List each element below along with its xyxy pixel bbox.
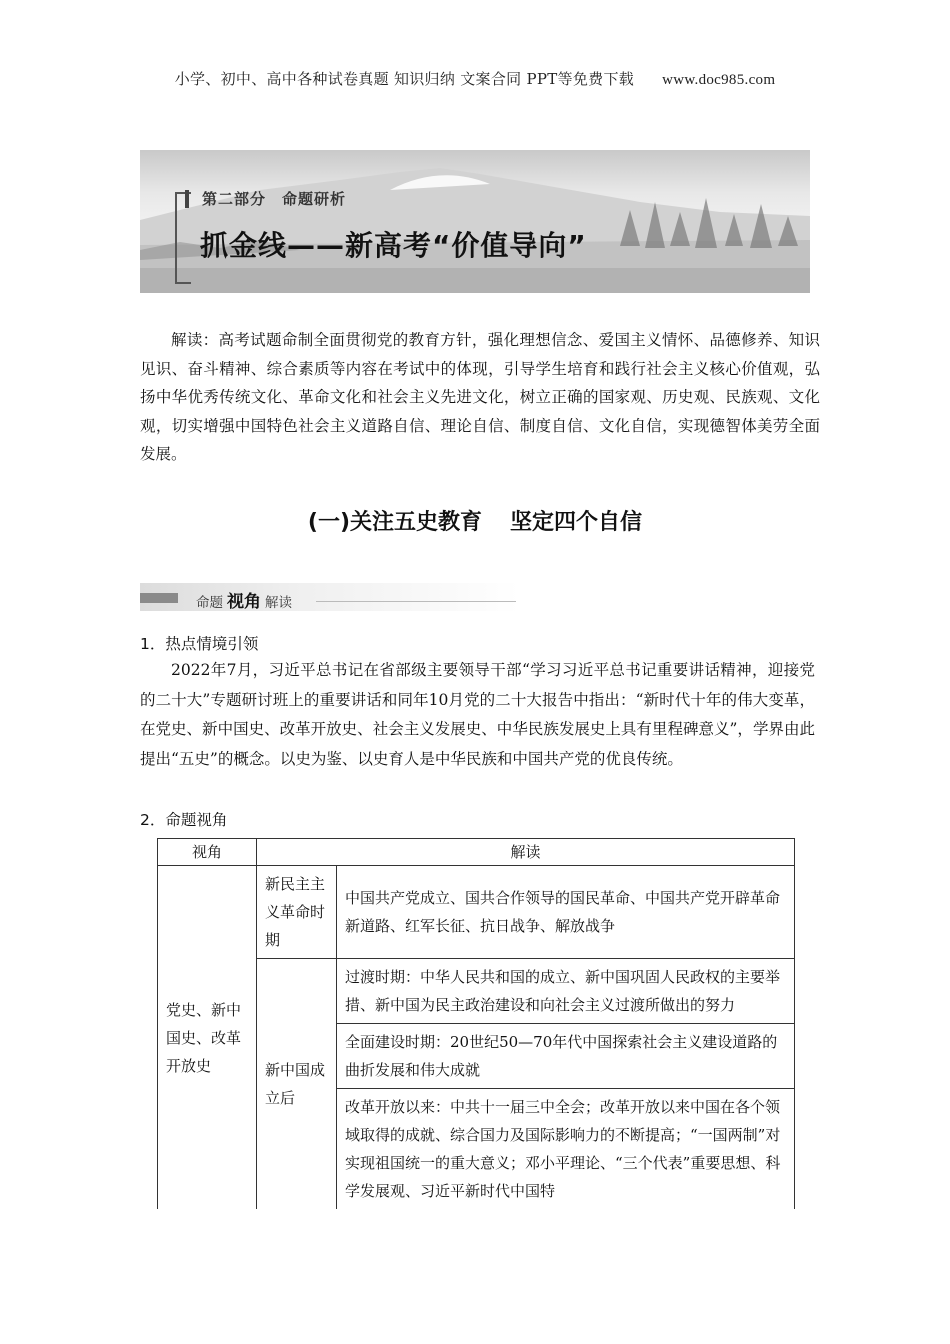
page-header [0, 68, 950, 89]
period2-row2-cell: 全面建设时期：20世纪50—70年代中国探索社会主义建设道路的曲折发展和伟大成就 [337, 1024, 795, 1089]
period2-cell: 新中国成立后 [257, 959, 337, 1210]
header-site-link[interactable]: www.doc985.com [662, 72, 776, 88]
banner-part: 第二部分 [202, 190, 267, 208]
subhead-banner [140, 583, 520, 611]
banner-part-label [202, 188, 346, 209]
subhead-pre: 命题 [196, 595, 223, 611]
subhead-bold: 视角 [227, 592, 261, 612]
subhead-label [196, 587, 292, 612]
intro-paragraph: 解读：高考试题命制全面贯彻党的教育方针，强化理想信念、爱国主义情怀、品德修养、知识见识、奋斗精神、综合素质等内容在考试中的体现，引导学生培育和践行社会主义核心价值观，弘扬中华优秀传统文化、革命文化和社会主义先进文化，树立正确的国家观、历史观、民族观、文化观，切实增强中国特色社会主义道路自信、理论自信、制度自信、文化自信，实现德智体美劳全面发展。 [140, 331, 820, 463]
header-view: 视角 [158, 839, 257, 866]
landscape-illustration [140, 150, 810, 293]
group-cell: 党史、新中国史、改革开放史 [158, 866, 257, 1210]
period1-cell: 新民主主义革命时期 [257, 866, 337, 959]
period1-text-cell: 中国共产党成立、国共合作领导的国民革命、中国共产党开辟革命新道路、红军长征、抗日战争、解放战争 [337, 866, 795, 959]
banner-title: 抓金线——新高考“价值导向” [200, 229, 587, 262]
section-title [0, 505, 950, 536]
section-title-main: (一)关注五史教育 [307, 510, 483, 535]
section-banner [140, 150, 810, 293]
header-text: 小学、初中、高中各种试卷真题 知识归纳 文案合同 PPT等免费下载 [174, 70, 635, 88]
subhead-bar [140, 593, 178, 603]
item2-heading: 2．命题视角 [140, 811, 228, 829]
header-interp: 解读 [257, 839, 795, 866]
period2-row3-cell: 改革开放以来：中共十一届三中全会；改革开放以来中国在各个领域取得的成就、综合国力及国际影响力的不断提高；“一国两制”对实现祖国统一的重大意义；邓小平理论、“三个代表”重要思想、科学发展观、习近平新时代中国特 [337, 1089, 795, 1210]
item1-heading: 1．热点情境引领 [140, 635, 259, 653]
period2-row1-cell: 过渡时期：中华人民共和国的成立、新中国巩固人民政权的主要举措、新中国为民主政治建设和向社会主义过渡所做出的努力 [337, 959, 795, 1024]
subhead-divider [316, 601, 516, 602]
table-header-row [158, 839, 795, 866]
item1-paragraph: 2022年7月，习近平总书记在省部级主要领导干部“学习习近平总书记重要讲话精神，迎接党的二十大”专题研讨班上的重要讲话和同年10月党的二十大报告中指出：“新时代十年的伟大变革，在党史、新中国史、改革开放史、社会主义发展史、中华民族发展史上具有里程碑意义”，学界由此提出“五史”的概念。以史为鉴、以史育人是中华民族和中国共产党的优良传统。 [140, 661, 815, 768]
subhead-post: 解读 [265, 595, 292, 611]
perspective-table [157, 838, 795, 1209]
table-viewport [150, 830, 810, 1209]
section-title-sub: 坚定四个自信 [510, 510, 643, 535]
banner-bar [185, 190, 189, 208]
banner-subpart: 命题研析 [282, 190, 347, 208]
table-row [158, 866, 795, 959]
